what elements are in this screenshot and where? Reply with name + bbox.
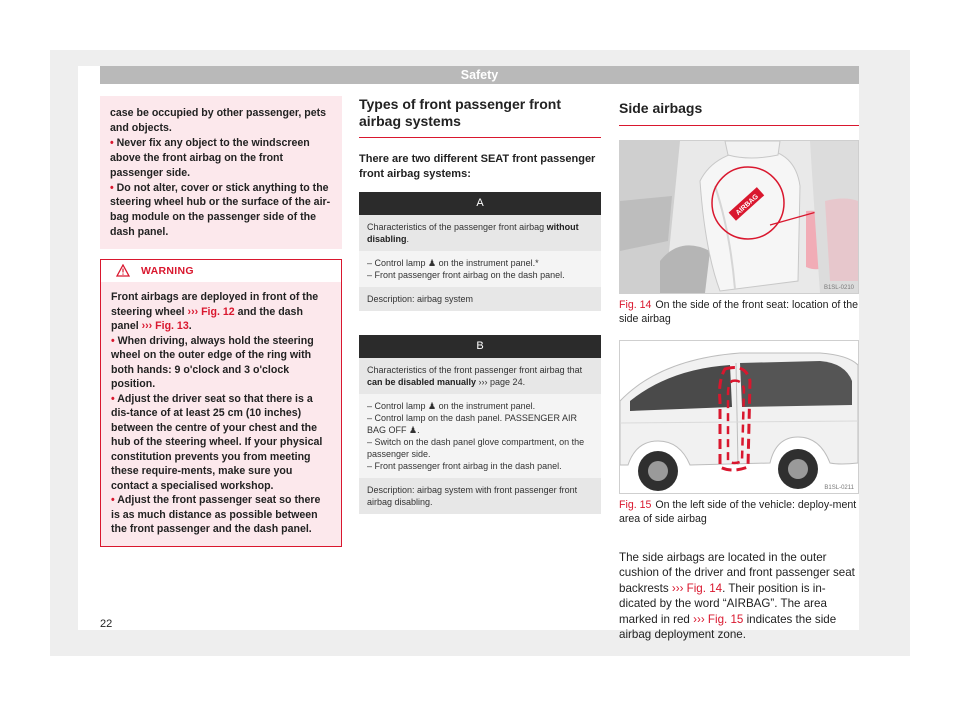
warning-box: [100, 259, 342, 547]
note-bullet: [110, 181, 332, 241]
warning-intro-text: and the dash panel: [111, 305, 303, 333]
note-intro: case be occupied by other passenger, pets and objects.: [110, 107, 327, 134]
characteristics-text: Characteristics of the front passenger front airbag that: [367, 365, 583, 375]
section-heading: Types of front passenger front airbag systems: [359, 96, 601, 138]
figure-number: Fig. 15: [619, 499, 652, 511]
bullet-icon: •: [111, 392, 118, 405]
characteristics-text: Characteristics of the passenger front airbag: [367, 222, 547, 232]
table-item: – Control lamp on the dash panel. PASSENGER AIR BAG OFF ♟.: [367, 413, 577, 435]
table-a-description: Description: airbag system: [359, 287, 601, 311]
fig-14-link[interactable]: ››› Fig. 14: [671, 581, 723, 595]
airbag-tag: AIRBAG: [734, 193, 761, 217]
section-header: Safety: [100, 66, 859, 84]
warning-title: WARNING: [141, 265, 194, 278]
car-side-illustration: [620, 341, 858, 493]
table-a-items: [359, 251, 601, 287]
page-number: 22: [100, 618, 113, 630]
table-a-characteristics: [359, 215, 601, 251]
section-intro: There are two different SEAT front passenger front airbag systems:: [359, 153, 596, 180]
table-item: – Switch on the dash panel glove compartment, on the passenger side.: [367, 437, 585, 459]
figure-code: B1SL-0211: [824, 485, 854, 491]
column-right: [619, 96, 859, 642]
warning-bullet: [111, 392, 331, 494]
figure-code: B1SL-0210: [823, 285, 854, 291]
bullet-icon: •: [111, 334, 118, 347]
bullet-icon: •: [111, 494, 118, 507]
figure-15-caption: [619, 499, 859, 526]
characteristics-bold: can be disabled manually: [367, 377, 477, 387]
table-item: – Control lamp ♟ on the instrument panel.*: [367, 258, 539, 268]
warning-bullet-text: Adjust the front passenger seat so there is as much distance as possible between the front passenger and the dash panel.: [111, 494, 321, 536]
warning-body: [101, 282, 341, 546]
table-b-characteristics: [359, 358, 601, 394]
seat-illustration: [620, 141, 858, 293]
page-24-link[interactable]: ››› page 24.: [476, 377, 526, 387]
fig-13-link[interactable]: ››› Fig. 13: [141, 320, 189, 333]
caption-text: On the side of the front seat: location of the side airbag: [619, 299, 858, 325]
side-airbag-description: [619, 550, 859, 642]
column-left: [100, 96, 342, 547]
fig-15-link[interactable]: ››› Fig. 15: [693, 612, 744, 626]
table-a-header: A: [359, 192, 601, 215]
characteristics-text: .: [406, 234, 410, 244]
note-bullet: [110, 136, 332, 181]
table-item: – Control lamp ♟ on the instrument panel.: [367, 401, 536, 411]
caption-text: On the left side of the vehicle: deploy-ment area of side airbag: [619, 499, 857, 525]
note-box: [100, 96, 342, 249]
table-b-items: [359, 394, 601, 478]
column-middle: [359, 96, 601, 514]
warning-header: [101, 260, 341, 282]
warning-intro-text: .: [188, 320, 192, 333]
figure-15-car-image: [619, 340, 859, 494]
figure-14-caption: [619, 299, 859, 326]
airbag-table-b: [359, 335, 601, 514]
warning-bullet: [111, 334, 331, 392]
figure-number: Fig. 14: [619, 299, 652, 311]
figure-14-seat-image: [619, 140, 859, 294]
warning-bullet-text: When driving, always hold the steering wheel on the outer edge of the ring with both hands: 9 o'clock and 3 o'clock position.: [111, 334, 314, 391]
warning-bullet-text: Adjust the driver seat so that there is a dis-tance of at least 25 cm (10 inches) between the centre of your chest and the hub of the steering wheel. If your physical constitution prevents you from meeting these require-ments, make sure you contact a specialised workshop.: [111, 392, 323, 492]
warning-triangle-icon: [116, 264, 130, 277]
table-item: – Front passenger front airbag on the dash panel.: [367, 270, 565, 280]
body-text: The side airbags are located in the outer cushion of the driver and front passenger seat backrests: [619, 551, 855, 595]
body-text: . Their position is in-dicated by the word “AIRBAG”. The area marked in red: [619, 581, 827, 626]
fig-12-link[interactable]: ››› Fig. 12: [187, 305, 235, 318]
warning-intro: [111, 290, 331, 334]
warning-bullet: [111, 493, 331, 537]
warning-intro-text: Front airbags are deployed in front of the steering wheel: [111, 291, 319, 318]
body-text: indicates the side airbag deployment zone.: [619, 612, 837, 642]
characteristics-bold: without disabling: [367, 222, 579, 244]
table-b-header: B: [359, 335, 601, 358]
bullet-icon: •: [110, 136, 117, 149]
section-heading-side-airbags: Side airbags: [619, 96, 859, 126]
note-bullet-text: Never fix any object to the windscreen above the front airbag on the front passenger side.: [110, 136, 310, 179]
table-item: – Front passenger front airbag in the dash panel.: [367, 461, 562, 471]
bullet-icon: •: [110, 181, 117, 194]
airbag-table-a: [359, 192, 601, 311]
table-b-description: Description: airbag system with front passenger front airbag disabling.: [359, 478, 601, 514]
note-bullet-text: Do not alter, cover or stick anything to the steering wheel hub or the surface of the air-bag module on the passenger side of the dash panel.: [110, 181, 331, 239]
